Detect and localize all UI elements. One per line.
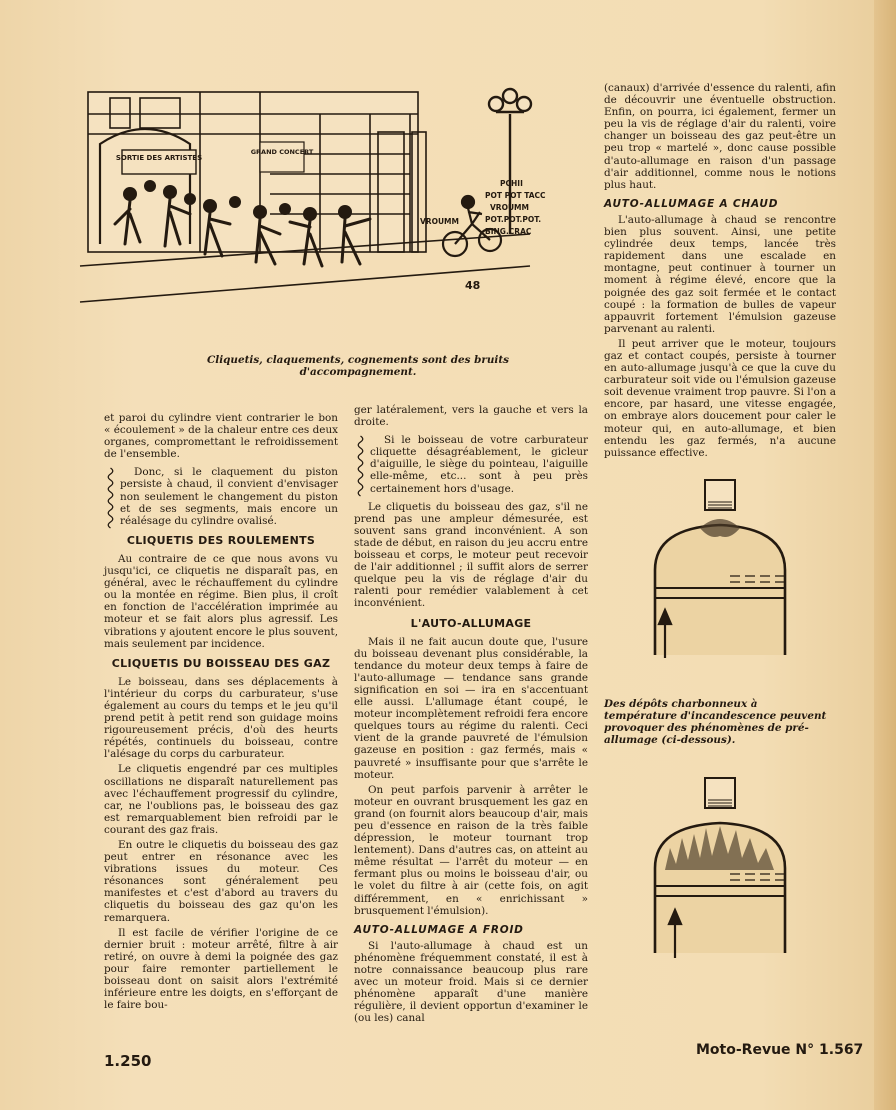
col1-paragraph-3: En outre le cliquetis du boisseau des gaz peut entrer en résonance avec les vibrations issues du moteur. Ces résonances sont généralement peu manifestes et c'est d'abord au travers du cliquetis du boisseau des gaz qu'on les remarquera.	[104, 839, 338, 924]
column-3	[604, 82, 836, 459]
col1-aside	[104, 466, 338, 526]
illustration-caption: Cliquetis, claquements, cognements sont des bruits d'accompagnement.	[206, 354, 509, 378]
sound-bing-crac: BING.CRAC	[485, 227, 532, 236]
artist-signature: 48	[465, 279, 481, 292]
col2-froid-text: Si l'auto-allumage à chaud est un phénomène fréquemment constaté, il est à notre connaissance beaucoup plus rare avec un moteur froid. Mais si ce dernier phénomène apparaît d'une manière régulière, il devient opportun d'examiner le (ou les) canal	[354, 939, 588, 1025]
heading-roulements: CLIQUETIS DES ROULEMENTS	[126, 533, 316, 547]
sound-vroumm-1: VROUMM	[490, 203, 529, 212]
col3-paragraph-1: L'auto-allumage à chaud se rencontre bien plus souvent. Ainsi, une petite cylindrée deux temps, lancée très rapidement dans une escalade en montagne, peut continuer à tourner un moment à régime élevé, encore que la poignée des gaz soit fermée et le contact coupé : la formation de bulles de vapeur appauvrit fortement l'émulsion gazeuse parvenant au ralenti.	[604, 213, 836, 335]
folio-right	[696, 1042, 863, 1058]
cylinder-diagram-top	[640, 480, 800, 670]
col1-paragraph-4: Il est facile de vérifier l'origine de ce dernier bruit : moteur arrêté, filtre à air retiré, on ouvre à demi la poignée des gaz pour faire remonter partiellement le boisseau dont on saisit alors l'extrémité inférieure entre les doigts, en s'efforçant de le faire bou-	[104, 926, 338, 1012]
heading-boisseau: CLIQUETIS DU BOISSEAU DES GAZ	[111, 656, 331, 670]
magazine-name: Moto-Revue	[696, 1042, 791, 1058]
column-1	[104, 412, 338, 1011]
cylinder-diagram-bottom	[640, 778, 800, 968]
figure-caption: Des dépôts charbonneux à température d'incandescence peuvent provoquer des phénomènes de pré-allumage (ci-dessous).	[604, 698, 827, 746]
col1-aside-text: Donc, si le claquement du piston persiste à chaud, il convient d'envisager non seulement le changement du piston et de ses segments, mais encore un réalésage du cylindre ovalisé.	[120, 466, 338, 527]
sound-pot-tacc: POT POT TACC	[485, 191, 546, 200]
column-2	[354, 404, 588, 1025]
col1-intro: et paroi du cylindre vient contrarier le bon « écoulement » de la chaleur entre ces deux organes, compromettant le refroidissement de l'ensemble.	[104, 412, 338, 461]
sign-concert: GRAND CONCERT	[250, 148, 314, 156]
col2-intro: ger latéralement, vers la gauche et vers la droite.	[354, 404, 588, 429]
heading-auto-allumage-chaud: AUTO-ALLUMAGE A CHAUD	[604, 197, 779, 210]
col2-auto-paragraph-2: On peut parfois parvenir à arrêter le moteur en ouvrant brusquement les gaz en grand (on fournit alors beaucoup d'air, mais peu d'essence en raison de la très faible dépression, le moteur tournant trop lentement). Dans d'autres cas, on atteint au même résultat — l'arrêt du moteur — en fermant plus ou moins le boisseau d'air, ou le volet du filtre à air (cette fois, on agit différemment, en « enrichissant » brusquement l'émulsion).	[354, 783, 588, 917]
page-edge-shadow	[874, 0, 896, 1110]
sound-pot-pot: POT.POT.POT.	[485, 215, 542, 224]
col3-paragraph-2: Il peut arriver que le moteur, toujours gaz et contact coupés, persiste à tourner en auto-allumage jusqu'à ce que la cuve du carburateur soit vide ou l'émulsion gazeuse soit devenue vraiment trop pauvre. Si l'on a encore, par hasard, une vitesse engagée, on embraye alors doucement pour caler le moteur qui, en auto-allumage, et bien entendu les gaz fermés, n'a aucune puissance effective.	[604, 337, 836, 459]
sign-sortie: SORTIE DES ARTISTES	[115, 154, 203, 162]
sound-pchii: PCHII	[500, 179, 523, 188]
col3-intro: (canaux) d'arrivée d'essence du ralenti, afin de découvrir une éventuelle obstruction. Enfin, on pourra, ici également, fermer un peu la vis de réglage d'air du ralenti, voire changer un boisseau des gaz peut-être un peu trop « martelé », donc cause possible d'auto-allumage en raison d'un passage d'air additionnel, comme nous le notions plus haut.	[604, 82, 836, 191]
heading-auto-allumage: L'AUTO-ALLUMAGE	[410, 616, 532, 630]
issue-number: N° 1.567	[795, 1042, 864, 1058]
wavy-rule	[106, 468, 115, 528]
col2-auto-paragraph-1: Mais il ne fait aucun doute que, l'usure du boisseau devenant plus considérable, la tendance du moteur deux temps à faire de l'auto-allumage — tendance sans grande signification en soi — ira en s'accentuant elle aussi. L'allumage étant coupé, le moteur incomplètement refroidi fera encore quelques tours au régime du ralenti. Ceci vient de la grande pauvreté de l'émulsion gazeuse en position : gaz fermés, mais « pauvreté » insuffisante pour que s'arrête le moteur.	[354, 635, 588, 781]
col2-cliquetis-text: Le cliquetis du boisseau des gaz, s'il ne prend pas une ampleur démesurée, est souvent sans grand inconvénient. A son stade de début, en raison du jeu accru entre boisseau et corps, le moteur peut recevoir de l'air additionnel ; il suffit alors de serrer quelque peu la vis de réglage d'air du ralenti pour remédier valablement à cet inconvénient.	[354, 500, 588, 610]
col1-paragraph-2: Le cliquetis engendré par ces multiples oscillations ne disparaît naturellement pas avec l'échauffement progressif du cylindre, car, ne l'oublions pas, le boisseau des gaz est remarquablement bien refroidi par le courant des gaz frais.	[104, 763, 338, 836]
cartoon-illustration	[80, 74, 546, 316]
sound-vroumm-2: VROUMM	[420, 217, 459, 226]
col1-roulements-text: Au contraire de ce que nous avons vu jusqu'ici, ce cliquetis ne disparaît pas, en général, avec le réchauffement du cylindre ou la montée en régime. Bien plus, il croît en fonction de l'accélération imprimée au moteur et se fait alors plus agressif. Les vibrations y ajoutent encore le plus souvent, mais seulement par incidence.	[104, 552, 339, 650]
col1-paragraph-1: Le boisseau, dans ses déplacements à l'intérieur du corps du carburateur, s'use également au cours du temps et le jeu qu'il prend petit à petit rend son guidage moins rigoureusement précis, d'où des heurts répétés, continuels du boisseau, contre l'alésage du corps du carburateur.	[104, 675, 338, 761]
page-number: 1.250	[104, 1052, 152, 1070]
heading-auto-allumage-froid: AUTO-ALLUMAGE A FROID	[354, 923, 524, 936]
col2-aside	[354, 434, 588, 494]
col2-aside-text: Si le boisseau de votre carburateur cliquette désagréablement, le gicleur d'aiguille, le siège du pointeau, l'aiguille elle-même, etc... sont à peu près certainement hors d'usage.	[370, 434, 588, 495]
wavy-rule	[356, 436, 365, 496]
